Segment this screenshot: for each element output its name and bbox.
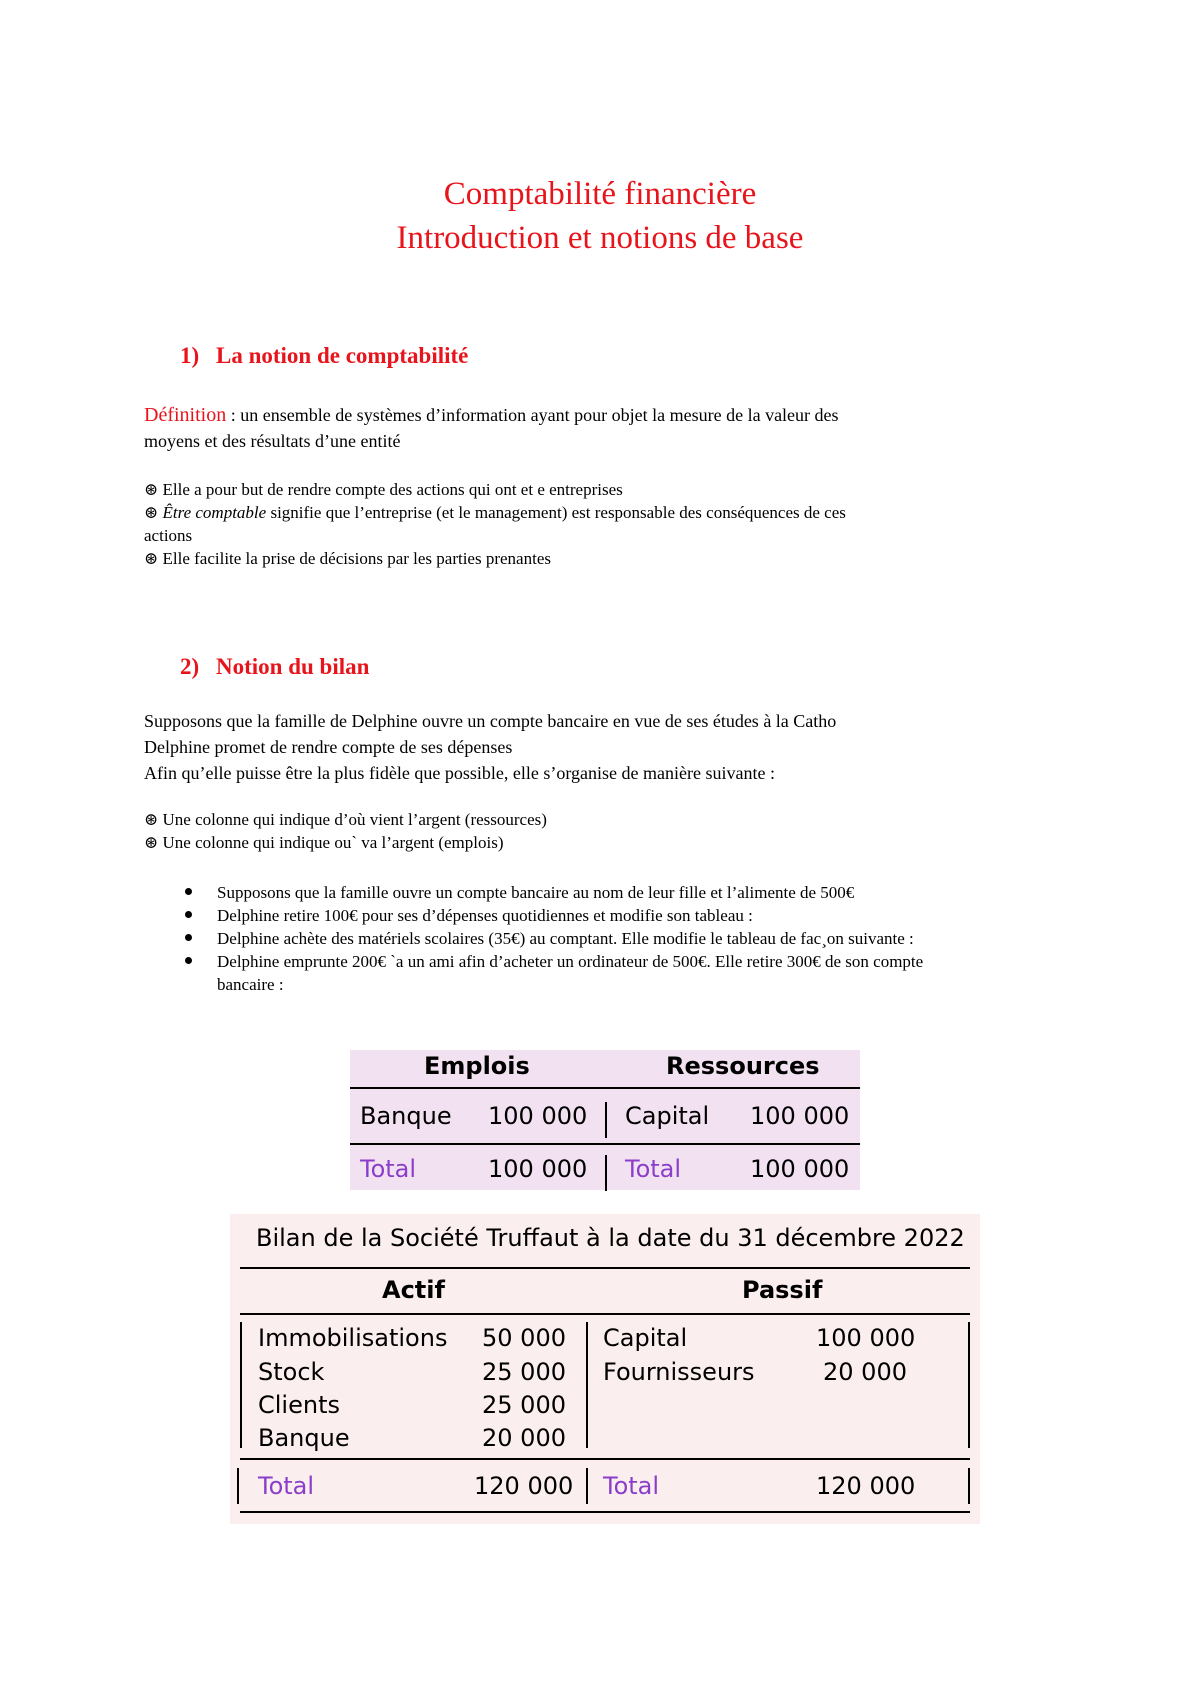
- total-right-label: Total: [625, 1155, 682, 1183]
- total-passif-value: 120 000: [816, 1472, 916, 1500]
- header-ressources: Ressources: [666, 1052, 820, 1080]
- list-item: Delphine emprunte 200€ `a un ami afin d’acheter un ordinateur de 500€. Elle retire 300€ de son compte bancaire :: [180, 950, 1080, 996]
- point-3: ⊛ Elle facilite la prise de décisions par les parties prenantes: [144, 549, 551, 568]
- point-2: ⊛ Être comptable signifie que l’entreprise (et le management) est responsable des conséquences de ces: [144, 503, 846, 522]
- section1-points: [144, 478, 1064, 570]
- definition-text-1: : un ensemble de systèmes d’information ayant pour objet la mesure de la valeur des: [226, 405, 839, 425]
- actif-value: 25 000: [482, 1358, 566, 1386]
- actif-value: 20 000: [482, 1424, 566, 1452]
- section1-heading: [180, 343, 468, 369]
- doc-title-line1: Comptabilité financière: [443, 176, 757, 212]
- total-left-value: 100 000: [488, 1155, 588, 1183]
- total-passif-label: Total: [603, 1472, 660, 1500]
- total-actif-label: Total: [258, 1472, 315, 1500]
- total-left-label: Total: [360, 1155, 417, 1183]
- header-emplois: Emplois: [424, 1052, 530, 1080]
- actif-label: Banque: [258, 1424, 350, 1452]
- point-2-cont: actions: [144, 526, 193, 545]
- definition-label: Définition: [144, 404, 227, 426]
- row-banque-value: 100 000: [488, 1102, 588, 1130]
- passif-value: 20 000: [823, 1358, 907, 1386]
- emplois-ressources-table: [350, 1050, 860, 1190]
- column-line-2: ⊛ Une colonne qui indique ou` va l’argent (emplois): [144, 833, 504, 852]
- row-capital-value: 100 000: [750, 1102, 850, 1130]
- italic-phrase: Être comptable: [162, 503, 267, 522]
- header-actif: Actif: [382, 1276, 445, 1304]
- table1-rule-mid: [350, 1143, 860, 1145]
- table1-divider-row: [605, 1102, 607, 1138]
- bilan-total-border-left: [237, 1468, 239, 1504]
- passif-label: Fournisseurs: [603, 1358, 755, 1386]
- list-item: Delphine achète des matériels scolaires (35€) au comptant. Elle modifie le tableau de fac¸on suivante :: [180, 927, 1080, 950]
- column-line-1: ⊛ Une colonne qui indique d’où vient l’argent (ressources): [144, 810, 547, 829]
- row-capital-label: Capital: [625, 1102, 710, 1130]
- section2-title: Notion du bilan: [216, 654, 370, 679]
- bullet-dot-icon: [185, 888, 192, 895]
- bilan-rule-1: [240, 1267, 970, 1269]
- intro-line-2: Delphine promet de rendre compte de ses dépenses: [144, 737, 513, 757]
- actif-value: 25 000: [482, 1391, 566, 1419]
- passif-label: Capital: [603, 1324, 688, 1352]
- bilan-border-right: [968, 1322, 970, 1448]
- intro-line-3: Afin qu’elle puisse être la plus fidèle que possible, elle s’organise de manière suivante :: [144, 763, 775, 783]
- point-1: ⊛ Elle a pour but de rendre compte des actions qui ont et e entreprises: [144, 480, 623, 499]
- actif-value: 50 000: [482, 1324, 566, 1352]
- section1-title: La notion de comptabilité: [216, 343, 469, 368]
- header-passif: Passif: [742, 1276, 823, 1304]
- doc-title-line2: Introduction et notions de base: [396, 220, 804, 256]
- section2-columns: [144, 808, 1064, 854]
- section2-bullets: [180, 881, 1080, 996]
- section2-heading: [180, 654, 369, 680]
- bilan-total-border-middle: [586, 1468, 588, 1504]
- table1-divider-total: [605, 1155, 607, 1191]
- bilan-truffaut-table: [230, 1214, 980, 1524]
- bilan-border-middle: [586, 1322, 588, 1448]
- bilan-total-border-right: [968, 1468, 970, 1504]
- total-actif-value: 120 000: [474, 1472, 574, 1500]
- list-item: Delphine retire 100€ pour ses d’dépenses quotidiennes et modifie son tableau :: [180, 904, 1080, 927]
- bilan-border-left: [240, 1322, 242, 1448]
- bilan-title: Bilan de la Société Truffaut à la date du 31 décembre 2022: [256, 1224, 965, 1252]
- total-right-value: 100 000: [750, 1155, 850, 1183]
- definition-text-2: moyens et des résultats d’une entité: [144, 431, 401, 451]
- bullet-dot-icon: [185, 957, 192, 964]
- actif-label: Clients: [258, 1391, 340, 1419]
- bilan-rule-bottom: [240, 1511, 970, 1513]
- section2-number: 2): [180, 654, 200, 679]
- bullet-dot-icon: [185, 934, 192, 941]
- actif-label: Immobilisations: [258, 1324, 448, 1352]
- table1-rule-top: [350, 1087, 860, 1089]
- passif-value: 100 000: [816, 1324, 916, 1352]
- section2-intro: [144, 708, 1064, 786]
- bilan-rule-3: [240, 1458, 970, 1460]
- actif-label: Stock: [258, 1358, 325, 1386]
- section1-number: 1): [180, 343, 200, 368]
- list-item: Supposons que la famille ouvre un compte bancaire au nom de leur fille et l’alimente de 500€: [180, 881, 1080, 904]
- intro-line-1: Supposons que la famille de Delphine ouvre un compte bancaire en vue de ses études à la Catho: [144, 711, 837, 731]
- bilan-rule-2: [240, 1313, 970, 1315]
- bullet-dot-icon: [185, 911, 192, 918]
- row-banque-label: Banque: [360, 1102, 452, 1130]
- definition-paragraph: [144, 402, 1064, 454]
